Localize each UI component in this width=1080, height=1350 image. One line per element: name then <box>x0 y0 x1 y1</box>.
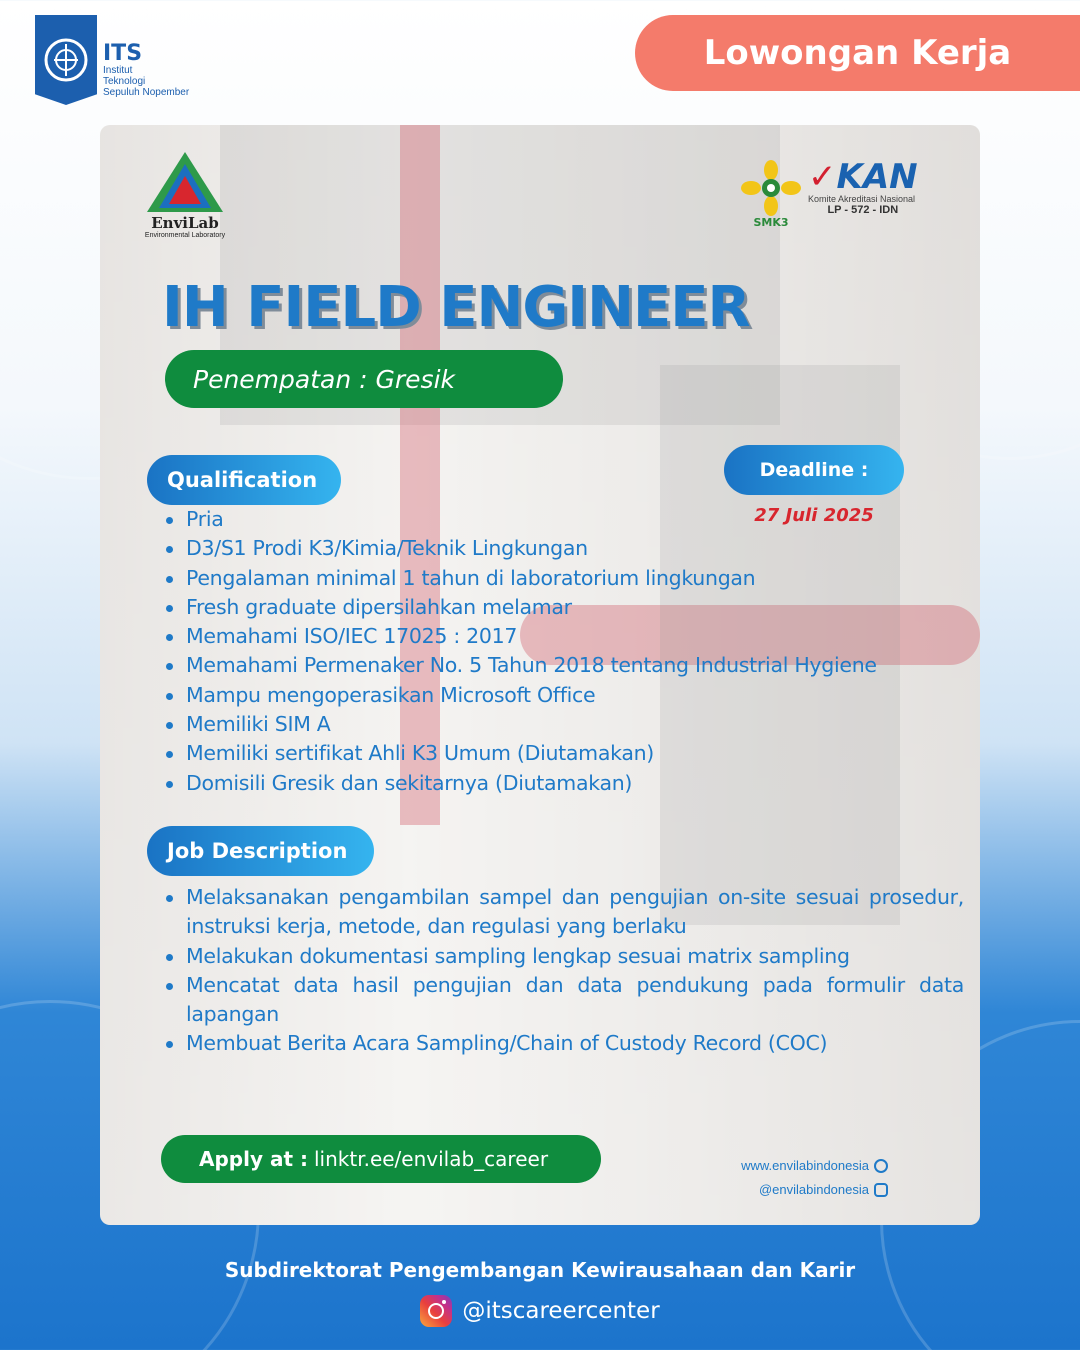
list-item: Memahami ISO/IEC 17025 : 2017 <box>164 622 877 651</box>
website-contact[interactable] <box>741 1158 888 1173</box>
list-item: Memiliki sertifikat Ahli K3 Umum (Diutamakan) <box>164 739 877 768</box>
list-item: Melakukan dokumentasi sampling lengkap sesuai matrix sampling <box>164 942 964 971</box>
kan-logo <box>808 157 918 216</box>
job-description-list <box>164 883 964 1059</box>
its-abbr: ITS <box>103 41 143 66</box>
list-item: Memiliki SIM A <box>164 710 877 739</box>
instagram-icon <box>420 1295 452 1327</box>
instagram-text[interactable]: @envilabindonesia <box>758 1182 869 1197</box>
deadline-label: Deadline : <box>759 459 869 481</box>
header-badge <box>635 15 1080 91</box>
smk3-flower-icon <box>741 160 801 216</box>
its-line1: Institut <box>103 65 133 76</box>
list-item: Domisili Gresik dan sekitarnya (Diutamakan) <box>164 769 877 798</box>
list-item: Membuat Berita Acara Sampling/Chain of Custody Record (COC) <box>164 1029 964 1058</box>
list-item: Fresh graduate dipersilahkan melamar <box>164 593 877 622</box>
footer-title: Subdirektorat Pengembangan Kewirausahaan dan Karir <box>224 1258 856 1282</box>
its-line3: Sepuluh Nopember <box>103 87 190 98</box>
envilab-triangle-icon <box>145 150 225 214</box>
header-badge-label: Lowongan Kerja <box>703 33 1012 73</box>
apply-link[interactable] <box>161 1135 601 1183</box>
envilab-logo <box>140 150 230 239</box>
check-icon: ✓ <box>808 157 837 197</box>
job-card <box>100 125 980 1225</box>
qualification-heading-label: Qualification <box>167 468 318 492</box>
instagram-contact[interactable] <box>759 1182 888 1197</box>
placement-text: Penempatan : Gresik <box>193 364 455 394</box>
kan-title <box>808 157 918 197</box>
instagram-icon <box>874 1183 888 1197</box>
list-item: Mencatat data hasil pengujian dan data pendukung pada formulir data lapangan <box>164 971 964 1030</box>
job-description-heading-label: Job Description <box>167 839 348 863</box>
list-item: Pengalaman minimal 1 tahun di laboratorium lingkungan <box>164 564 877 593</box>
its-emblem-icon <box>35 15 97 105</box>
qualification-heading <box>147 455 341 505</box>
kan-title-text: KAN <box>836 157 918 197</box>
envilab-name: EnviLab <box>151 214 219 232</box>
deadline-badge <box>724 445 904 495</box>
footer-instagram-handle[interactable]: @itscareercenter <box>462 1298 660 1324</box>
envilab-subtitle: Environmental Laboratory <box>144 232 226 239</box>
job-title: IH FIELD ENGINEER <box>162 275 750 340</box>
its-logo <box>35 15 189 105</box>
list-item: Pria <box>164 505 877 534</box>
smk3-label: SMK3 <box>753 216 789 229</box>
list-item: Memahami Permenaker No. 5 Tahun 2018 tentang Industrial Hygiene <box>164 651 877 680</box>
list-item: D3/S1 Prodi K3/Kimia/Teknik Lingkungan <box>164 534 877 563</box>
job-description-heading <box>147 826 374 876</box>
kan-accreditation-number: LP - 572 - IDN <box>827 204 899 216</box>
list-item: Mampu mengoperasikan Microsoft Office <box>164 681 877 710</box>
its-line2: Teknologi <box>103 76 146 87</box>
globe-icon <box>874 1159 888 1173</box>
apply-label: Apply at : <box>199 1147 308 1171</box>
certification-logos <box>740 157 918 229</box>
list-item: Melaksanakan pengambilan sampel dan pengujian on-site sesuai prosedur, instruksi kerja, metode, dan regulasi yang berlaku <box>164 883 964 942</box>
website-text[interactable]: www.envilabindonesia <box>741 1158 869 1173</box>
qualification-list <box>164 505 877 798</box>
apply-url[interactable]: linktr.ee/envilab_career <box>313 1147 549 1171</box>
smk3-logo <box>740 160 802 229</box>
deadline-date: 27 Juli 2025 <box>754 505 874 526</box>
placement-pill <box>165 350 563 408</box>
footer-instagram[interactable] <box>0 1295 1080 1327</box>
kan-subtitle: Komite Akreditasi Nasional <box>808 194 916 204</box>
its-wordmark <box>103 43 189 98</box>
